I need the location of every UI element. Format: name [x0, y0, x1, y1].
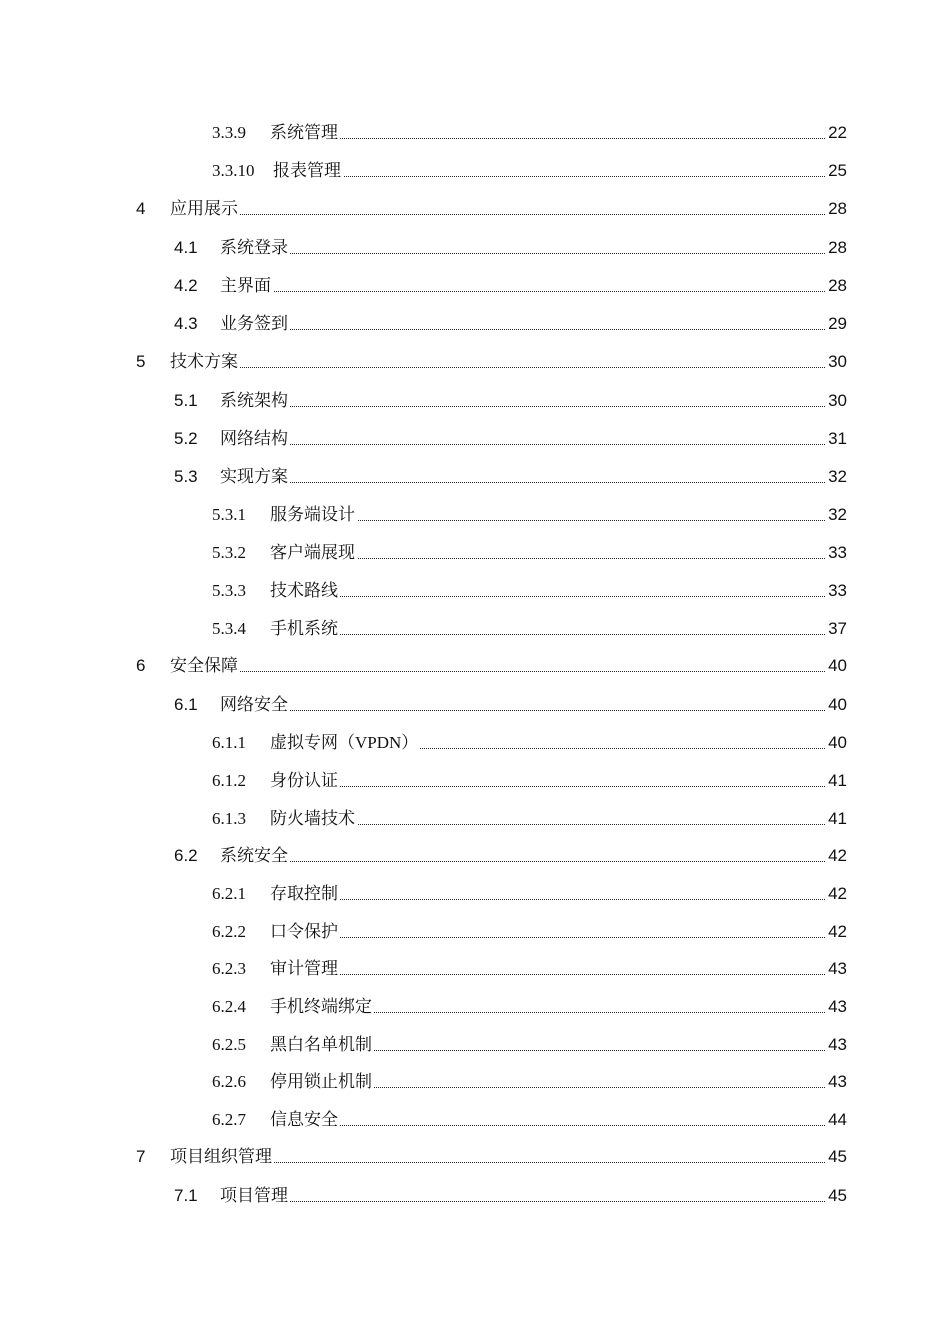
toc-entry-number: 4.2: [174, 276, 198, 295]
toc-entry-title: 防火墙技术: [270, 809, 355, 828]
toc-entry[interactable]: [0, 768, 950, 794]
toc-entry-number: 5.3.4: [212, 619, 246, 638]
toc-entry-title: 技术路线: [270, 581, 338, 600]
toc-entry-page: 40: [828, 733, 847, 752]
toc-entry-title: 项目管理: [220, 1186, 288, 1205]
toc-entry[interactable]: [0, 273, 950, 299]
toc-entry-number: 6.2.3: [212, 959, 246, 978]
toc-entry-page: 28: [828, 199, 847, 218]
toc-entry[interactable]: [0, 540, 950, 566]
toc-dot-leader: [220, 444, 845, 445]
toc-entry-number: 6.2: [174, 846, 198, 865]
toc-entry-title: 业务签到: [220, 314, 288, 333]
toc-entry-number: 4.3: [174, 314, 198, 333]
toc-entry[interactable]: [0, 235, 950, 261]
toc-entry[interactable]: [0, 1144, 950, 1170]
toc-entry-title: 手机终端绑定: [270, 997, 372, 1016]
toc-dot-leader: [220, 710, 845, 711]
toc-entry[interactable]: [0, 1069, 950, 1095]
toc-dot-leader: [170, 214, 845, 215]
toc-entry-number: 3.3.10: [212, 161, 255, 180]
toc-entry-page: 42: [828, 922, 847, 941]
toc-entry[interactable]: [0, 1107, 950, 1133]
toc-entry-page: 43: [828, 997, 847, 1016]
toc-entry-number: 6.1.1: [212, 733, 246, 752]
toc-dot-leader: [220, 482, 845, 483]
toc-entry-page: 25: [828, 161, 847, 180]
toc-entry[interactable]: [0, 806, 950, 832]
toc-entry-title: 项目组织管理: [170, 1147, 272, 1166]
toc-entry[interactable]: [0, 843, 950, 869]
toc-entry[interactable]: [0, 881, 950, 907]
toc-entry-number: 3.3.9: [212, 123, 246, 142]
toc-entry-page: 44: [828, 1110, 847, 1129]
toc-entry-title: 主界面: [220, 276, 271, 295]
toc-entry-title: 身份认证: [270, 771, 338, 790]
toc-entry-number: 5.3.3: [212, 581, 246, 600]
toc-entry-number: 5.3.1: [212, 505, 246, 524]
toc-entry-page: 42: [828, 846, 847, 865]
toc-dot-leader: [220, 329, 845, 330]
toc-dot-leader: [220, 253, 845, 254]
toc-entry[interactable]: [0, 120, 950, 146]
toc-dot-leader: [270, 1125, 845, 1126]
toc-entry-number: 5.3.2: [212, 543, 246, 562]
toc-entry-number: 5.2: [174, 429, 198, 448]
toc-dot-leader: [220, 291, 845, 292]
toc-dot-leader: [273, 176, 845, 177]
toc-entry-title: 虚拟专网（VPDN）: [270, 733, 419, 752]
toc-entry-page: 41: [828, 809, 847, 828]
toc-entry-title: 报表管理: [273, 161, 341, 180]
toc-entry-title: 信息安全: [270, 1110, 338, 1129]
toc-dot-leader: [270, 596, 845, 597]
toc-entry-number: 6.2.1: [212, 884, 246, 903]
toc-entry[interactable]: [0, 1032, 950, 1058]
toc-dot-leader: [270, 974, 845, 975]
toc-entry[interactable]: [0, 919, 950, 945]
toc-entry-page: 45: [828, 1147, 847, 1166]
toc-entry-page: 43: [828, 959, 847, 978]
toc-entry-page: 28: [828, 276, 847, 295]
toc-entry[interactable]: [0, 730, 950, 756]
toc-dot-leader: [270, 899, 845, 900]
toc-entry-title: 网络安全: [220, 695, 288, 714]
toc-entry-title: 技术方案: [170, 352, 238, 371]
toc-entry[interactable]: [0, 956, 950, 982]
toc-entry[interactable]: [0, 388, 950, 414]
toc-dot-leader: [220, 861, 845, 862]
toc-entry-title: 手机系统: [270, 619, 338, 638]
toc-entry-title: 系统登录: [220, 238, 288, 257]
toc-entry-page: 30: [828, 391, 847, 410]
toc-entry-page: 43: [828, 1072, 847, 1091]
toc-entry-title: 系统安全: [220, 846, 288, 865]
toc-dot-leader: [270, 138, 845, 139]
toc-entry[interactable]: [0, 578, 950, 604]
toc-entry-title: 服务端设计: [270, 505, 355, 524]
toc-entry-number: 6.2.7: [212, 1110, 246, 1129]
toc-entry-page: 37: [828, 619, 847, 638]
toc-entry[interactable]: [0, 311, 950, 337]
toc-entry-title: 系统架构: [220, 391, 288, 410]
toc-entry-number: 6.2.6: [212, 1072, 246, 1091]
toc-entry-title: 网络结构: [220, 429, 288, 448]
toc-entry-number: 6.2.5: [212, 1035, 246, 1054]
toc-entry-title: 系统管理: [270, 123, 338, 142]
toc-entry[interactable]: [0, 692, 950, 718]
toc-entry[interactable]: [0, 994, 950, 1020]
toc-entry-number: 6: [136, 656, 146, 675]
toc-entry-number: 4.1: [174, 238, 198, 257]
toc-entry-page: 30: [828, 352, 847, 371]
toc-entry-page: 40: [828, 656, 847, 675]
toc-entry-page: 32: [828, 505, 847, 524]
toc-entry-number: 6.1: [174, 695, 198, 714]
toc-entry[interactable]: [0, 426, 950, 452]
toc-entry-page: 32: [828, 467, 847, 486]
toc-entry[interactable]: [0, 158, 950, 184]
toc-entry-number: 7: [136, 1147, 146, 1166]
toc-entry-title: 实现方案: [220, 467, 288, 486]
toc-dot-leader: [270, 634, 845, 635]
toc-dot-leader: [220, 1201, 845, 1202]
toc-entry[interactable]: [0, 502, 950, 528]
toc-entry-number: 5: [136, 352, 146, 371]
toc-entry-page: 45: [828, 1186, 847, 1205]
toc-dot-leader: [270, 937, 845, 938]
toc-dot-leader: [220, 406, 845, 407]
toc-entry-page: 31: [828, 429, 847, 448]
toc-entry-number: 6.1.2: [212, 771, 246, 790]
toc-entry[interactable]: [0, 464, 950, 490]
toc-entry-title: 停用锁止机制: [270, 1072, 372, 1091]
toc-entry-number: 5.1: [174, 391, 198, 410]
toc-entry-page: 41: [828, 771, 847, 790]
toc-entry-page: 33: [828, 581, 847, 600]
toc-entry-page: 43: [828, 1035, 847, 1054]
toc-dot-leader: [170, 367, 845, 368]
toc-entry-number: 6.2.4: [212, 997, 246, 1016]
toc-entry[interactable]: [0, 653, 950, 679]
toc-entry-page: 33: [828, 543, 847, 562]
toc-entry-title: 客户端展现: [270, 543, 355, 562]
toc-entry-page: 42: [828, 884, 847, 903]
toc-dot-leader: [270, 786, 845, 787]
toc-dot-leader: [170, 671, 845, 672]
toc-entry-number: 7.1: [174, 1186, 198, 1205]
toc-entry-title: 安全保障: [170, 656, 238, 675]
toc-entry[interactable]: [0, 196, 950, 222]
toc-entry[interactable]: [0, 1183, 950, 1209]
toc-entry-page: 22: [828, 123, 847, 142]
toc-entry-title: 黑白名单机制: [270, 1035, 372, 1054]
toc-entry-page: 29: [828, 314, 847, 333]
toc-entry-page: 28: [828, 238, 847, 257]
toc-entry-number: 6.1.3: [212, 809, 246, 828]
toc-entry-title: 存取控制: [270, 884, 338, 903]
toc-entry-number: 4: [136, 199, 146, 218]
toc-entry-page: 40: [828, 695, 847, 714]
toc-entry-number: 6.2.2: [212, 922, 246, 941]
toc-entry[interactable]: [0, 616, 950, 642]
toc-entry-title: 应用展示: [170, 199, 238, 218]
toc-entry-title: 审计管理: [270, 959, 338, 978]
toc-entry-title: 口令保护: [270, 922, 338, 941]
toc-entry[interactable]: [0, 349, 950, 375]
toc-entry-number: 5.3: [174, 467, 198, 486]
